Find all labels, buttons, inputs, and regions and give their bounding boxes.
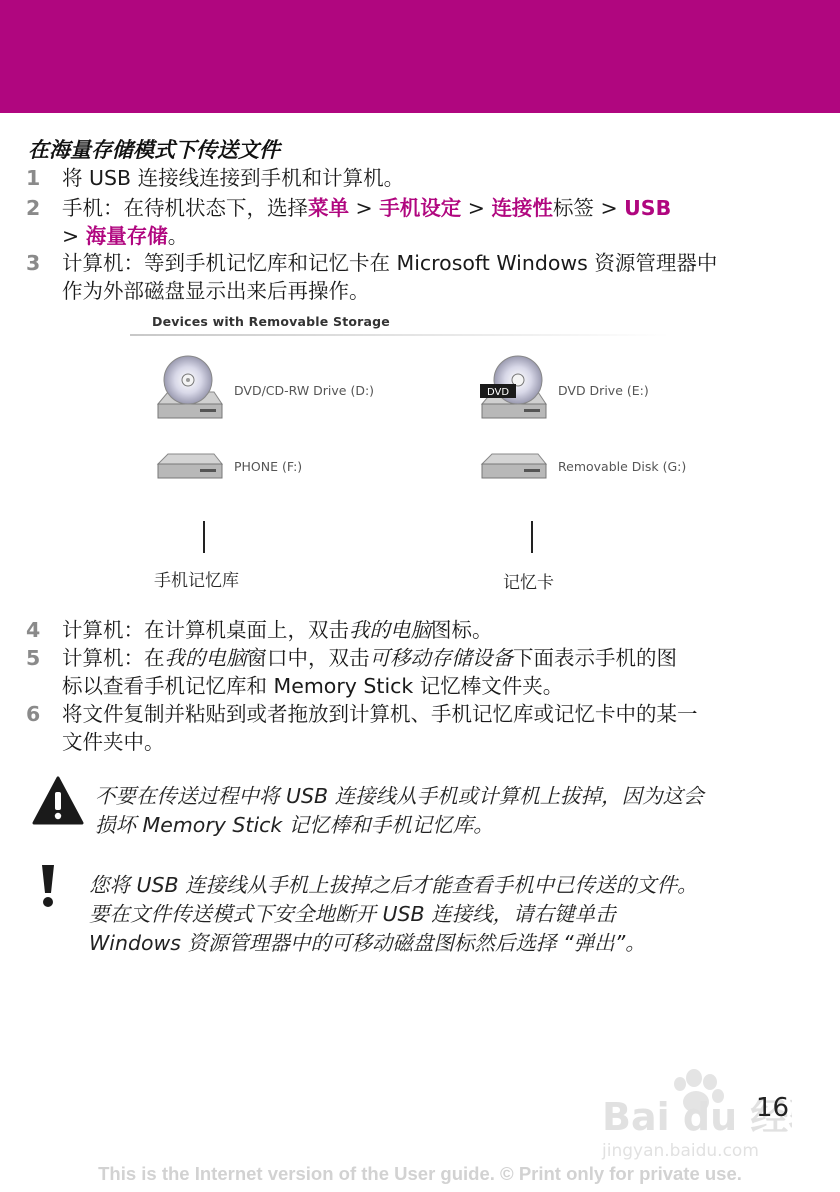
drive-label: PHONE (F:) <box>234 458 303 474</box>
removable-disk-drive[interactable] <box>478 448 686 484</box>
figure-title: Devices with Removable Storage <box>152 314 390 329</box>
step-text: 计算机：等到手机记忆库和记忆卡在 Microsoft Windows 资源管理器中 作为外部磁盘显示出来后再操作。 <box>62 251 718 303</box>
note-text: 您将 USB 连接线从手机上拔掉之后才能查看手机中已传送的文件。 要在文件传送模式下安全地断开 USB 连接线，请右键单击 Windows 资源管理器中的可移动磁盘图标然后选择 “弹出”。 <box>89 873 698 955</box>
header-banner <box>0 0 840 113</box>
drive-label: DVD/CD-RW Drive (D:) <box>234 382 375 398</box>
figure-divider <box>130 334 670 336</box>
section-heading: 在海量存储模式下传送文件 <box>28 138 280 162</box>
callout-line-right <box>531 521 533 553</box>
watermark-brand: Bai du 经 <box>602 1095 789 1139</box>
dvd-badge: DVD <box>486 387 510 398</box>
usb-link: USB <box>624 196 672 220</box>
footer-disclaimer: This is the Internet version of the User guide. © Print only for private use. <box>98 1163 742 1184</box>
removable-storage-figure <box>130 308 730 598</box>
dvd-drive-icon <box>478 352 550 428</box>
step-text: 计算机：在我的电脑窗口中，双击可移动存储设备下面表示手机的图 标以查看手机记忆库和 Memory Stick 记忆棒文件夹。 <box>62 646 677 698</box>
callout-line-left <box>203 521 205 553</box>
phone-drive[interactable] <box>154 448 302 484</box>
watermark-url: jingyan.baidu.com <box>602 1141 759 1161</box>
dvd-rw-drive[interactable] <box>154 352 374 428</box>
drive-label: Removable Disk (G:) <box>558 458 687 474</box>
removable-disk-icon <box>154 448 226 484</box>
step-text: 计算机：在计算机桌面上，双击我的电脑图标。 <box>62 618 493 642</box>
step-text: 将 USB 连接线连接到手机和计算机。 <box>62 166 405 190</box>
step-number: 2 <box>26 196 41 220</box>
callout-memory-card: 记忆卡 <box>503 573 554 593</box>
step-number: 1 <box>26 166 41 190</box>
warning-triangle-icon <box>32 776 84 826</box>
step-text: 将文件复制并粘贴到或者拖放到计算机、手机记忆库或记忆卡中的某一 文件夹中。 <box>62 702 698 754</box>
dvd-drive-icon <box>154 352 226 428</box>
page-number: 16 <box>756 1093 790 1123</box>
callout-phone-memory: 手机记忆库 <box>154 571 239 591</box>
exclamation-icon <box>38 863 58 909</box>
warning-text: 不要在传送过程中将 USB 连接线从手机或计算机上拔掉，因为这会 损坏 Memory Stick 记忆棒和手机记忆库。 <box>95 784 704 837</box>
dvd-drive[interactable] <box>478 352 649 428</box>
step-number: 6 <box>26 702 41 726</box>
step-text: 手机：在待机状态下，选择菜单 > 手机设定 > 连接性标签 > USB > 海量存储。 <box>62 196 672 248</box>
mass-storage-link: 海量存储 <box>85 224 168 248</box>
phone-settings-link: 手机设定 <box>379 196 462 220</box>
drive-label: DVD Drive (E:) <box>558 382 649 398</box>
step-number: 5 <box>26 646 41 670</box>
step-number: 3 <box>26 251 41 275</box>
connectivity-link: 连接性 <box>491 196 553 220</box>
step-number: 4 <box>26 618 41 642</box>
removable-disk-icon <box>478 448 550 484</box>
menu-link: 菜单 <box>308 196 349 220</box>
